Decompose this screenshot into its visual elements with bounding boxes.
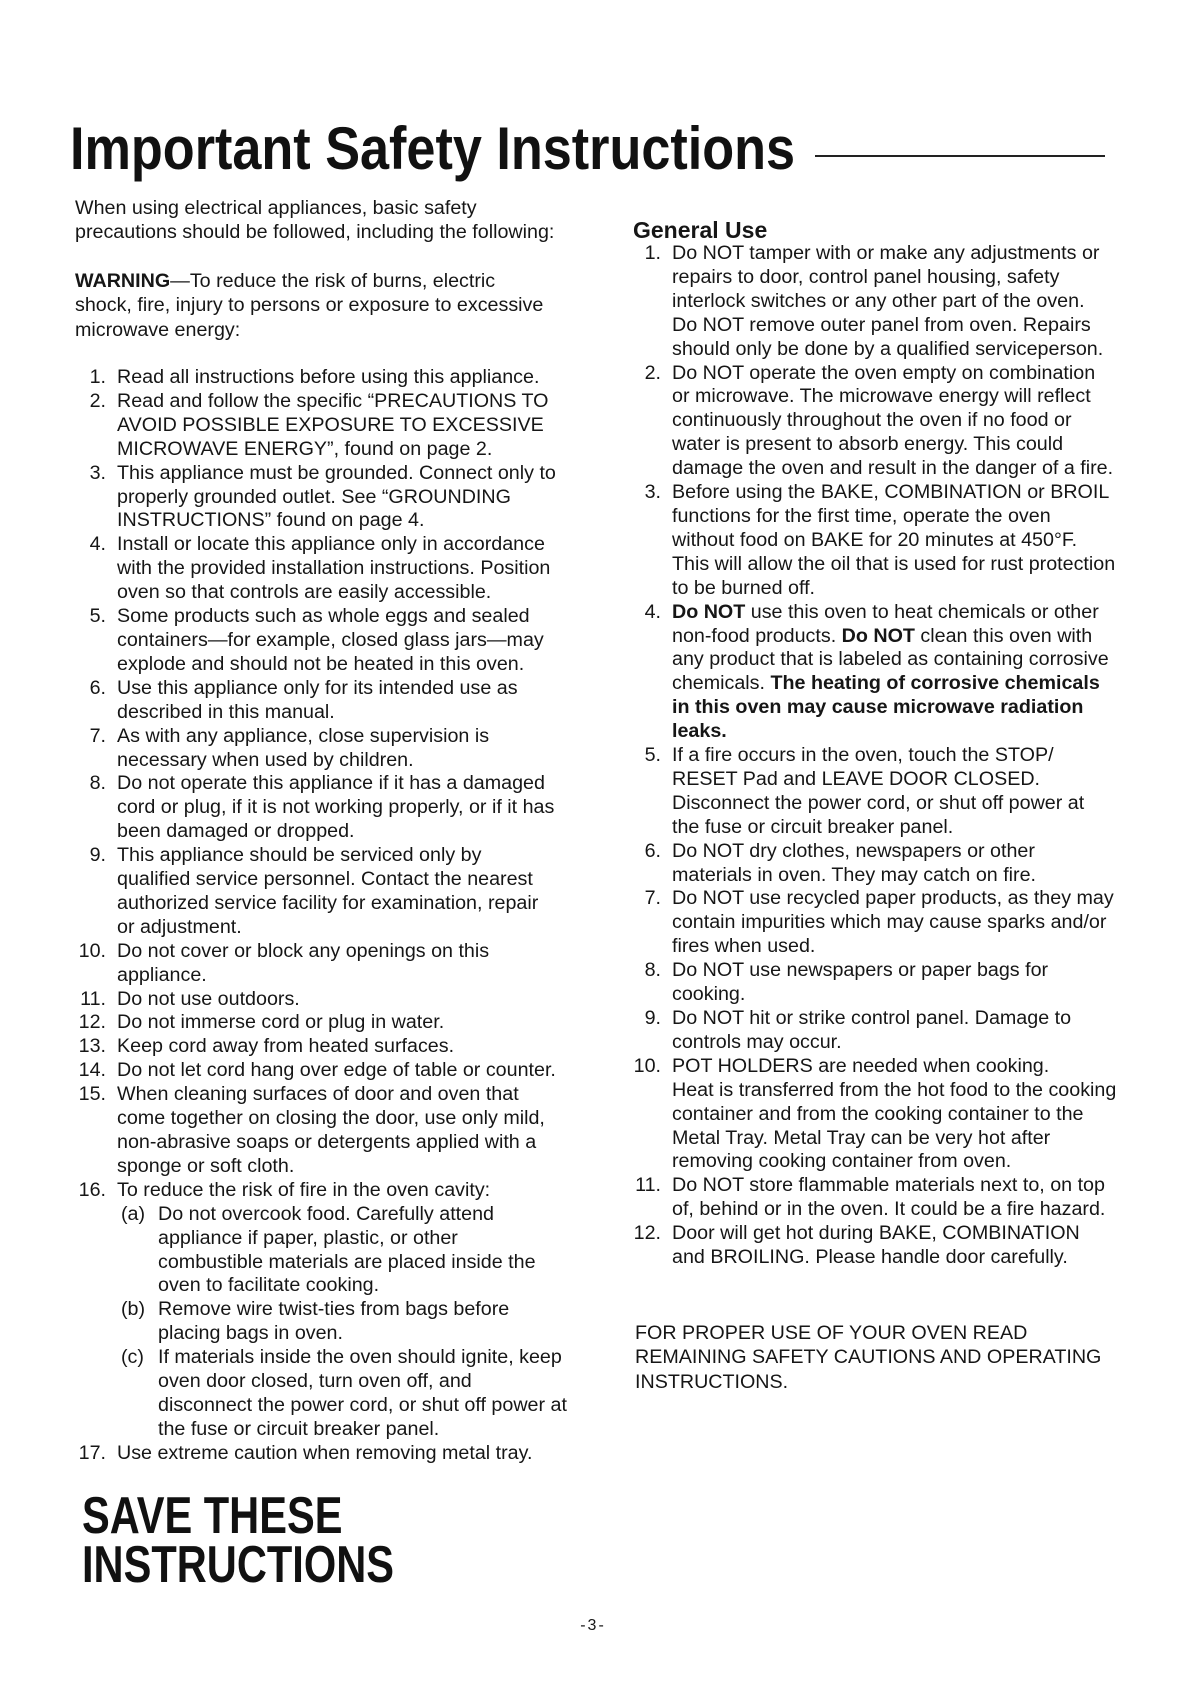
text-line: Do not operate this appliance if it has a damaged bbox=[117, 772, 545, 795]
item-number: 6. bbox=[89, 676, 106, 699]
text-line: repairs to door, control panel housing, safety bbox=[672, 265, 1060, 288]
text-line: damage the oven and result in the danger of a fire. bbox=[672, 457, 1114, 480]
text-line: container and from the cooking container to the bbox=[672, 1102, 1084, 1125]
text-line: Do not use outdoors. bbox=[117, 987, 300, 1010]
text-line: Do not cover or block any openings on this bbox=[117, 939, 490, 962]
text-line: described in this manual. bbox=[117, 700, 335, 723]
text-line: or adjustment. bbox=[117, 915, 242, 938]
item-text bbox=[117, 1179, 490, 1203]
list-item bbox=[75, 677, 567, 725]
item-text bbox=[117, 677, 518, 725]
text-line bbox=[672, 601, 1109, 625]
text-line: of, behind or in the oven. It could be a fire hazard. bbox=[672, 1198, 1106, 1221]
list-item bbox=[75, 1442, 567, 1466]
text-line: should only be done by a qualified serviceperson. bbox=[672, 337, 1104, 360]
item-text bbox=[158, 1203, 536, 1299]
text-line: appliance. bbox=[117, 963, 207, 986]
text-line: Some products such as whole eggs and sealed bbox=[117, 605, 530, 628]
sub-item-label: (a) bbox=[121, 1202, 146, 1225]
text-line: Do NOT remove outer panel from oven. Repairs bbox=[672, 313, 1091, 336]
item-number: 3. bbox=[644, 481, 661, 504]
item-text bbox=[117, 725, 489, 773]
item-text bbox=[672, 1222, 1080, 1270]
item-text bbox=[672, 840, 1036, 888]
text-line: properly grounded outlet. See “GROUNDING bbox=[117, 485, 511, 508]
item-text bbox=[117, 462, 556, 534]
warning-paragraph bbox=[75, 269, 543, 342]
text-line: removing cooking container from oven. bbox=[672, 1150, 1012, 1173]
text-line: REMAINING SAFETY CAUTIONS AND OPERATING bbox=[635, 1346, 1102, 1369]
text-line: and BROILING. Please handle door carefully. bbox=[672, 1246, 1068, 1269]
item-number: 1. bbox=[644, 242, 661, 264]
sub-list-item bbox=[75, 1346, 567, 1442]
item-number: 13. bbox=[78, 1035, 106, 1058]
item-number: 11. bbox=[80, 987, 106, 1010]
list-item bbox=[75, 605, 567, 677]
item-text bbox=[117, 1059, 556, 1083]
item-text bbox=[117, 1442, 532, 1466]
text-line: Use extreme caution when removing metal tray. bbox=[117, 1441, 533, 1464]
item-text bbox=[117, 1035, 454, 1059]
item-number: 17. bbox=[78, 1441, 106, 1464]
item-number: 2. bbox=[644, 361, 661, 384]
item-number: 12. bbox=[78, 1011, 106, 1034]
text-line: cooking. bbox=[672, 983, 746, 1006]
text-line: INSTRUCTIONS” found on page 4. bbox=[117, 509, 425, 532]
item-text bbox=[672, 744, 1084, 840]
list-item bbox=[630, 887, 1116, 959]
text-line bbox=[672, 672, 1109, 696]
text-line: Before using the BAKE, COMBINATION or BROIL bbox=[672, 481, 1110, 504]
text-line: When using electrical appliances, basic safety bbox=[75, 197, 477, 219]
text-line bbox=[672, 625, 1109, 649]
save-instructions-heading bbox=[82, 1487, 394, 1594]
item-text bbox=[158, 1346, 567, 1442]
item-number: 16. bbox=[78, 1178, 106, 1201]
text-line: microwave energy: bbox=[75, 318, 241, 341]
text-line: Do not let cord hang over edge of table or counter. bbox=[117, 1059, 556, 1082]
item-number: 8. bbox=[644, 959, 661, 982]
text-line: controls may occur. bbox=[672, 1030, 842, 1053]
text-line: This appliance should be serviced only by bbox=[117, 844, 482, 867]
text-line: any product that is labeled as containing corrosive bbox=[672, 648, 1109, 671]
text-line: INSTRUCTIONS. bbox=[635, 1370, 789, 1393]
plain-text: clean this oven with bbox=[914, 624, 1093, 647]
list-item bbox=[75, 940, 567, 988]
item-text bbox=[672, 959, 1048, 1007]
list-item bbox=[75, 988, 567, 1012]
list-item bbox=[630, 481, 1116, 601]
text-line: Door will get hot during BAKE, COMBINATION bbox=[672, 1222, 1080, 1245]
list-item bbox=[75, 772, 567, 844]
text-line: continuously throughout the oven if no food or bbox=[672, 409, 1072, 432]
text-line: Read all instructions before using this appliance. bbox=[117, 366, 540, 388]
text-line: fires when used. bbox=[672, 935, 816, 958]
text-line: POT HOLDERS are needed when cooking. bbox=[672, 1054, 1050, 1077]
warning-label: WARNING bbox=[75, 270, 171, 292]
warning-text: —To reduce the risk of burns, electric bbox=[170, 270, 496, 292]
text-line: in this oven may cause microwave radiation bbox=[672, 696, 1084, 719]
closing-note bbox=[635, 1321, 1101, 1394]
text-line: To reduce the risk of fire in the oven cavity: bbox=[117, 1178, 491, 1201]
text-line: explode and should not be heated in this oven. bbox=[117, 652, 525, 675]
text-line: to be burned off. bbox=[672, 576, 816, 599]
text-line: materials in oven. They may catch on fire. bbox=[672, 863, 1037, 886]
list-item bbox=[630, 242, 1116, 362]
item-text bbox=[672, 887, 1114, 959]
text-line: contain impurities which may cause sparks and/or bbox=[672, 911, 1107, 934]
list-item bbox=[75, 1035, 567, 1059]
item-number: 11. bbox=[635, 1174, 661, 1197]
safety-list bbox=[75, 366, 567, 1466]
text-line: qualified service personnel. Contact the nearest bbox=[117, 868, 533, 891]
general-use-list bbox=[630, 242, 1116, 1270]
text-line: Do NOT dry clothes, newspapers or other bbox=[672, 839, 1035, 862]
list-item bbox=[75, 390, 567, 462]
text-line: Do NOT use newspapers or paper bags for bbox=[672, 959, 1049, 982]
text-line: Do NOT operate the oven empty on combination bbox=[672, 361, 1096, 384]
text-line: This appliance must be grounded. Connect only to bbox=[117, 461, 556, 484]
item-number: 4. bbox=[644, 600, 661, 623]
text-line: the fuse or circuit breaker panel. bbox=[672, 815, 954, 838]
text-line: Use this appliance only for its intended use as bbox=[117, 676, 518, 699]
list-item bbox=[75, 1179, 567, 1203]
item-number: 14. bbox=[78, 1059, 106, 1082]
text-line: Disconnect the power cord, or shut off power at bbox=[672, 791, 1085, 814]
text-line: without food on BAKE for 20 minutes at 450°F. bbox=[672, 528, 1078, 551]
text-line: disconnect the power cord, or shut off power at bbox=[158, 1393, 567, 1416]
item-number: 3. bbox=[89, 461, 106, 484]
text-line: Install or locate this appliance only in accordance bbox=[117, 533, 545, 556]
item-number: 9. bbox=[89, 844, 106, 867]
item-text bbox=[117, 772, 554, 844]
text-line: non-abrasive soaps or detergents applied with a bbox=[117, 1131, 537, 1153]
sub-list-item bbox=[75, 1203, 567, 1299]
list-item bbox=[630, 959, 1116, 1007]
item-number: 2. bbox=[89, 389, 106, 412]
text-line: FOR PROPER USE OF YOUR OVEN READ bbox=[635, 1322, 1028, 1344]
text-line: placing bags in oven. bbox=[158, 1322, 343, 1345]
text-line: water is present to absorb energy. This could bbox=[672, 433, 1064, 456]
item-number: 6. bbox=[644, 839, 661, 862]
item-text bbox=[117, 1011, 444, 1035]
item-text bbox=[117, 1083, 545, 1179]
item-text bbox=[117, 533, 550, 605]
text-line: cord or plug, if it is not working properly, or if it has bbox=[117, 796, 555, 819]
text-line: with the provided installation instructions. Position bbox=[117, 557, 551, 580]
text-line: been damaged or dropped. bbox=[117, 820, 355, 843]
list-item bbox=[75, 1011, 567, 1035]
text-line: MICROWAVE ENERGY”, found on page 2. bbox=[117, 437, 493, 460]
item-text bbox=[672, 1007, 1071, 1055]
item-number: 9. bbox=[644, 1007, 661, 1029]
item-number: 4. bbox=[89, 533, 106, 556]
text-line: AVOID POSSIBLE EXPOSURE TO EXCESSIVE bbox=[117, 413, 544, 436]
text-line: authorized service facility for examination, repair bbox=[117, 891, 539, 914]
list-item bbox=[630, 1222, 1116, 1270]
item-number: 5. bbox=[644, 744, 661, 767]
text-line: precautions should be followed, including the following: bbox=[75, 221, 555, 244]
page-number: -3- bbox=[580, 1617, 606, 1634]
text-line: Metal Tray. Metal Tray can be very hot after bbox=[672, 1126, 1051, 1149]
text-line: RESET Pad and LEAVE DOOR CLOSED. bbox=[672, 767, 1041, 790]
general-use-heading: General Use bbox=[633, 217, 768, 243]
save-line: SAVE THESE bbox=[82, 1487, 343, 1545]
text-line: If materials inside the oven should ignite, keep bbox=[158, 1346, 562, 1369]
text-line: Do NOT tamper with or make any adjustments or bbox=[672, 242, 1100, 264]
title-rule bbox=[815, 155, 1105, 157]
text-line: Read and follow the specific “PRECAUTIONS TO bbox=[117, 389, 549, 412]
page-title: Important Safety Instructions bbox=[70, 115, 796, 182]
plain-text: non-food products. bbox=[672, 624, 842, 647]
item-text bbox=[672, 242, 1103, 362]
item-text bbox=[117, 988, 300, 1012]
list-item bbox=[630, 1174, 1116, 1222]
list-item bbox=[75, 844, 567, 940]
item-text bbox=[117, 844, 538, 940]
item-number: 8. bbox=[89, 772, 106, 795]
item-number: 15. bbox=[78, 1083, 106, 1106]
list-item bbox=[630, 1007, 1116, 1055]
intro-paragraph bbox=[75, 196, 554, 245]
list-item bbox=[75, 462, 567, 534]
list-item bbox=[75, 366, 567, 390]
bold-text: The heating of corrosive chemicals bbox=[770, 672, 1100, 695]
save-line: INSTRUCTIONS bbox=[82, 1536, 394, 1594]
item-number: 12. bbox=[633, 1222, 661, 1245]
list-item bbox=[630, 1055, 1116, 1175]
item-text bbox=[672, 1055, 1116, 1175]
sub-list-item bbox=[75, 1298, 567, 1346]
text-line: Do not overcook food. Carefully attend bbox=[158, 1202, 494, 1225]
text-line: If a fire occurs in the oven, touch the STOP/ bbox=[672, 744, 1054, 767]
text-line: come together on closing the door, use only mild, bbox=[117, 1107, 545, 1130]
item-number: 7. bbox=[89, 724, 106, 747]
bold-text: Do NOT bbox=[672, 600, 746, 623]
text-line: interlock switches or any other part of the oven. bbox=[672, 289, 1085, 312]
text-line: Do not immerse cord or plug in water. bbox=[117, 1011, 445, 1034]
text-line: combustible materials are placed inside the bbox=[158, 1250, 536, 1273]
list-item bbox=[630, 840, 1116, 888]
text-line: functions for the first time, operate the oven bbox=[672, 504, 1051, 527]
item-text bbox=[158, 1298, 509, 1346]
list-item bbox=[75, 533, 567, 605]
text-line: leaks. bbox=[672, 720, 727, 743]
text-line: oven to facilitate cooking. bbox=[158, 1274, 380, 1297]
item-number: 7. bbox=[644, 887, 661, 910]
bold-text: Do NOT bbox=[841, 624, 915, 647]
item-text bbox=[672, 1174, 1105, 1222]
text-line: oven so that controls are easily accessible. bbox=[117, 581, 492, 604]
plain-text: use this oven to heat chemicals or other bbox=[745, 600, 1099, 623]
item-text bbox=[117, 605, 544, 677]
item-text bbox=[672, 601, 1109, 744]
text-line: Remove wire twist-ties from bags before bbox=[158, 1298, 510, 1321]
sub-item-label: (b) bbox=[121, 1298, 146, 1321]
text-line: Do NOT hit or strike control panel. Damage to bbox=[672, 1007, 1072, 1029]
list-item bbox=[630, 601, 1116, 744]
text-line: Do NOT use recycled paper products, as they may bbox=[672, 887, 1114, 910]
list-item bbox=[75, 1083, 567, 1179]
text-line: As with any appliance, close supervision is bbox=[117, 724, 490, 747]
text-line: or microwave. The microwave energy will reflect bbox=[672, 385, 1091, 408]
text-line: shock, fire, injury to persons or exposure to excessive bbox=[75, 294, 544, 317]
sub-item-label: (c) bbox=[121, 1346, 144, 1369]
item-number: 10. bbox=[633, 1054, 661, 1077]
plain-text: chemicals. bbox=[672, 672, 771, 695]
list-item bbox=[75, 725, 567, 773]
text-line: Do NOT store flammable materials next to, on top bbox=[672, 1174, 1105, 1197]
list-item bbox=[630, 744, 1116, 840]
item-number: 1. bbox=[89, 366, 106, 388]
text-line: Heat is transferred from the hot food to the cooking bbox=[672, 1078, 1117, 1101]
text-line: the fuse or circuit breaker panel. bbox=[158, 1417, 440, 1440]
item-text bbox=[117, 390, 548, 462]
item-text bbox=[117, 940, 489, 988]
item-text bbox=[117, 366, 539, 390]
text-line: Keep cord away from heated surfaces. bbox=[117, 1035, 455, 1058]
text-line: sponge or soft cloth. bbox=[117, 1154, 295, 1177]
text-line: This will allow the oil that is used for rust protection bbox=[672, 552, 1116, 575]
item-text bbox=[672, 362, 1113, 482]
item-number: 5. bbox=[89, 605, 106, 628]
text-line: When cleaning surfaces of door and oven that bbox=[117, 1083, 519, 1106]
item-number: 10. bbox=[78, 939, 106, 962]
list-item bbox=[75, 1059, 567, 1083]
item-text bbox=[672, 481, 1115, 601]
text-line: containers—for example, closed glass jars—may bbox=[117, 628, 544, 651]
text-line: necessary when used by children. bbox=[117, 748, 414, 771]
text-line: appliance if paper, plastic, or other bbox=[158, 1226, 458, 1249]
text-line bbox=[75, 269, 543, 293]
text-line: oven door closed, turn oven off, and bbox=[158, 1370, 472, 1393]
list-item bbox=[630, 362, 1116, 482]
